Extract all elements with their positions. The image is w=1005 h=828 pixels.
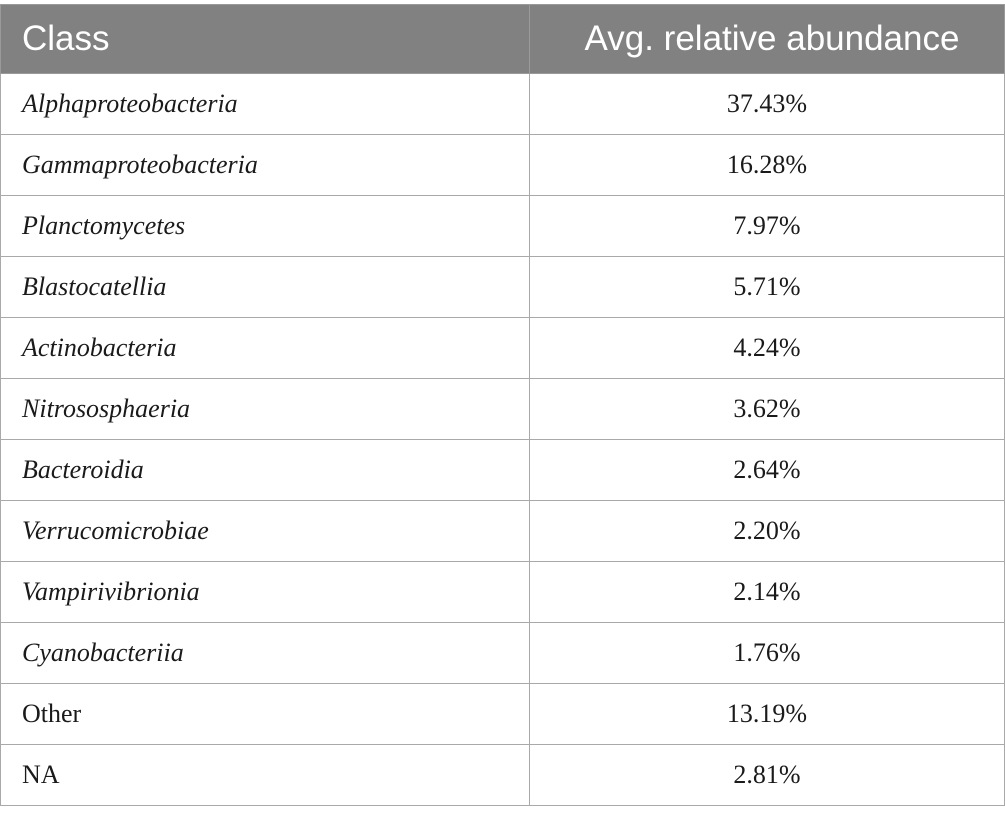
table-header bbox=[1, 5, 1005, 74]
abundance-cell: 1.76% bbox=[530, 623, 1005, 684]
header-class: Class bbox=[1, 5, 530, 74]
abundance-cell: 4.24% bbox=[530, 318, 1005, 379]
abundance-cell: 2.14% bbox=[530, 562, 1005, 623]
abundance-cell: 5.71% bbox=[530, 257, 1005, 318]
class-cell: Actinobacteria bbox=[1, 318, 530, 379]
class-cell: NA bbox=[1, 745, 530, 806]
table-row bbox=[1, 257, 1005, 318]
abundance-cell: 2.20% bbox=[530, 501, 1005, 562]
table-row bbox=[1, 745, 1005, 806]
table-row bbox=[1, 196, 1005, 257]
abundance-cell: 37.43% bbox=[530, 74, 1005, 135]
class-cell: Bacteroidia bbox=[1, 440, 530, 501]
class-cell: Gammaproteobacteria bbox=[1, 135, 530, 196]
table-row bbox=[1, 318, 1005, 379]
table-row bbox=[1, 623, 1005, 684]
table-row bbox=[1, 562, 1005, 623]
abundance-cell: 2.64% bbox=[530, 440, 1005, 501]
class-cell: Planctomycetes bbox=[1, 196, 530, 257]
class-cell: Nitrososphaeria bbox=[1, 379, 530, 440]
table-row bbox=[1, 684, 1005, 745]
table-row bbox=[1, 440, 1005, 501]
class-cell: Vampirivibrionia bbox=[1, 562, 530, 623]
abundance-cell: 13.19% bbox=[530, 684, 1005, 745]
class-cell: Blastocatellia bbox=[1, 257, 530, 318]
class-cell: Cyanobacteriia bbox=[1, 623, 530, 684]
table-row bbox=[1, 74, 1005, 135]
abundance-cell: 7.97% bbox=[530, 196, 1005, 257]
abundance-table-container bbox=[0, 4, 1005, 806]
abundance-cell: 3.62% bbox=[530, 379, 1005, 440]
header-abundance: Avg. relative abundance bbox=[530, 5, 1005, 74]
table-body bbox=[1, 74, 1005, 806]
abundance-cell: 16.28% bbox=[530, 135, 1005, 196]
table-row bbox=[1, 379, 1005, 440]
abundance-table bbox=[0, 4, 1005, 806]
table-row bbox=[1, 135, 1005, 196]
abundance-cell: 2.81% bbox=[530, 745, 1005, 806]
class-cell: Alphaproteobacteria bbox=[1, 74, 530, 135]
class-cell: Other bbox=[1, 684, 530, 745]
table-row bbox=[1, 501, 1005, 562]
header-row bbox=[1, 5, 1005, 74]
class-cell: Verrucomicrobiae bbox=[1, 501, 530, 562]
